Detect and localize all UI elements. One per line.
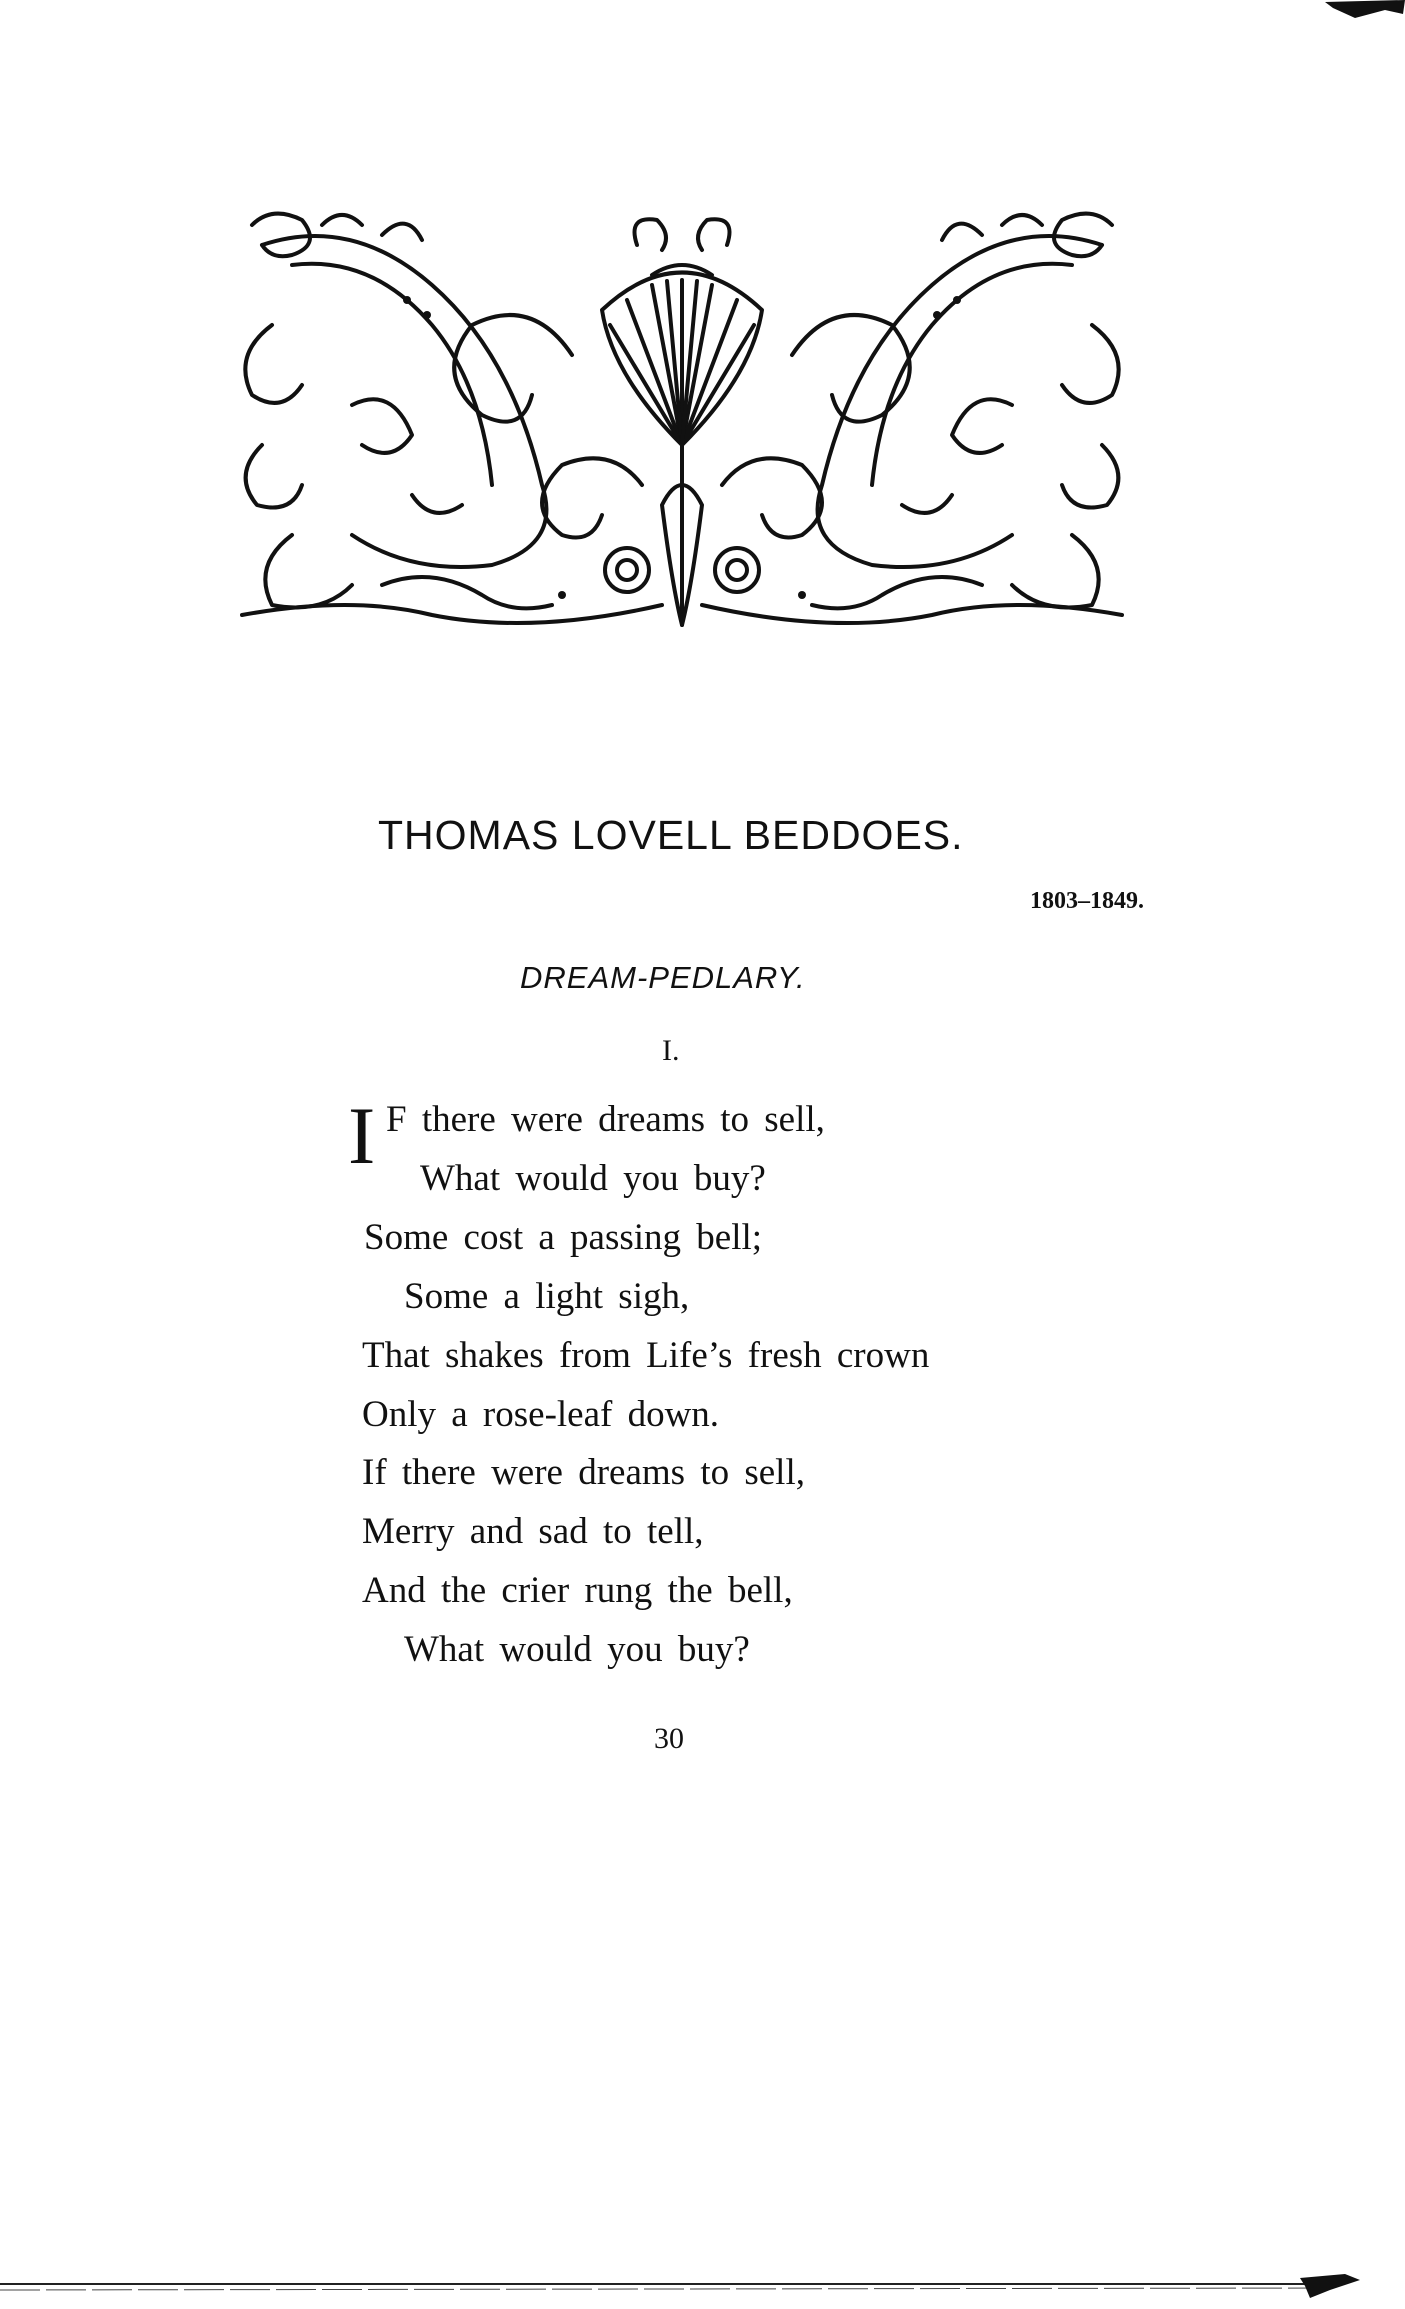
bottom-rule <box>0 2270 1405 2300</box>
ornament-headpiece-icon <box>232 205 1132 635</box>
verse-line-8: Merry and sad to tell, <box>362 1511 704 1552</box>
page-number: 30 <box>654 1722 684 1755</box>
stanza-number: I. <box>662 1034 680 1067</box>
verse-line-6: Only a rose-leaf down. <box>362 1394 720 1435</box>
verse-line-7: If there were dreams to sell, <box>362 1452 805 1493</box>
corner-binding-mark <box>1325 0 1405 30</box>
verse-line-2: What would you buy? <box>420 1158 766 1199</box>
verse-line-5: That shakes from Life’s fresh crown <box>362 1335 930 1376</box>
verse-line-10: What would you buy? <box>404 1629 750 1670</box>
verse-line-1: F there were dreams to sell, <box>386 1099 825 1140</box>
drop-cap: I <box>348 1090 376 1181</box>
poem-title: DREAM-PEDLARY. <box>520 960 806 995</box>
verse-line-9: And the crier rung the bell, <box>362 1570 793 1611</box>
author-dates: 1803–1849. <box>1030 888 1144 914</box>
author-name: THOMAS LOVELL BEDDOES. <box>378 812 964 858</box>
verse-line-3: Some cost a passing bell; <box>364 1217 763 1258</box>
verse-line-4: Some a light sigh, <box>404 1276 690 1317</box>
